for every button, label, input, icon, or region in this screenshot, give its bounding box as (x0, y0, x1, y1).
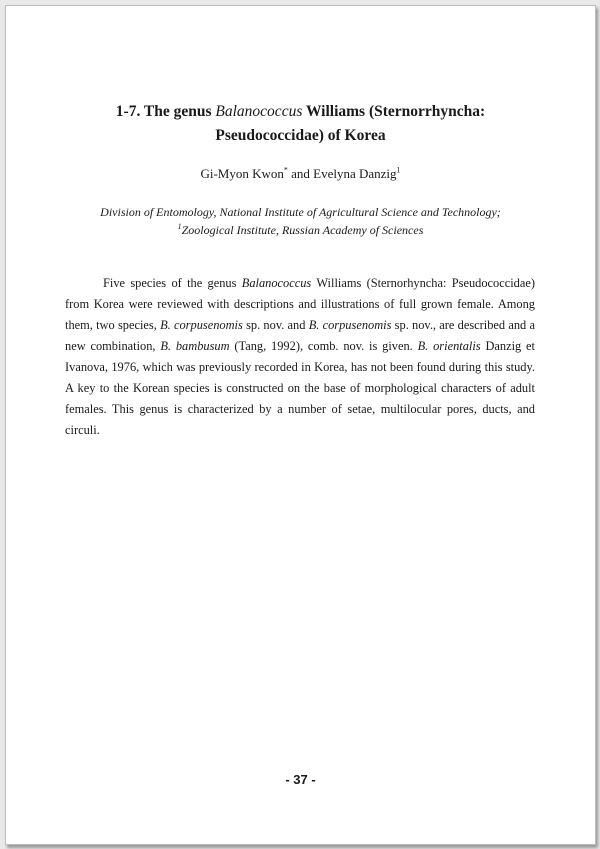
abstract-taxon-3: B. corpusenomis (308, 318, 392, 332)
abstract-taxon-1: Balanococcus (241, 276, 312, 290)
abstract-text-1: Five species of the genus (103, 276, 242, 290)
author-connector: and (287, 166, 314, 181)
abstract-text-4: sp. nov., are described and a new combination, (65, 318, 535, 353)
title-prefix: 1-7. The genus (115, 103, 216, 120)
abstract-text-5: (Tang, 1992), comb. nov. is given. (229, 339, 418, 353)
author-2-mark: 1 (396, 165, 401, 175)
author-1-mark: * (283, 165, 288, 175)
affiliation-1: Division of Entomology, National Institute of Agricultural Science and Technology; (100, 205, 501, 219)
abstract-text-2: Williams (Sternorhyncha: Pseudococcidae) from Korea were reviewed with descriptions and illustrations of full grown female. Among them, two species, (65, 276, 535, 332)
abstract-taxon-5: B. orientalis (417, 339, 481, 353)
affiliations (6, 203, 595, 239)
affiliation-2: Zoological Institute, Russian Academy of Sciences (181, 223, 424, 237)
abstract-taxon-4: B. bambusum (160, 339, 230, 353)
abstract-text-6: Danzig et Ivanova, 1976, which was previously recorded in Korea, has not been found during this study. A key to the Korean species is constructed on the base of morphological characters of adult females. This genus is characterized by a number of setae, multilocular pores, ducts, and circuli. (65, 339, 535, 437)
author-2: Evelyna Danzig (313, 166, 397, 181)
author-1: Gi-Myon Kwon (200, 166, 284, 181)
affiliation-2-mark: 1 (177, 222, 182, 231)
page-number: - 37 - (285, 772, 316, 787)
title-genus: Balanococcus (215, 103, 303, 120)
author-line (6, 166, 595, 182)
abstract-taxon-2: B. corpusenomis (160, 318, 243, 332)
paper-title (6, 100, 595, 148)
abstract-paragraph (65, 273, 535, 441)
title-suffix: Williams (Sternorrhyncha: (302, 103, 486, 120)
document-page (5, 5, 596, 845)
title-line2: Pseudococcidae) of Korea (215, 127, 386, 144)
abstract-text-3: sp. nov. and (242, 318, 309, 332)
